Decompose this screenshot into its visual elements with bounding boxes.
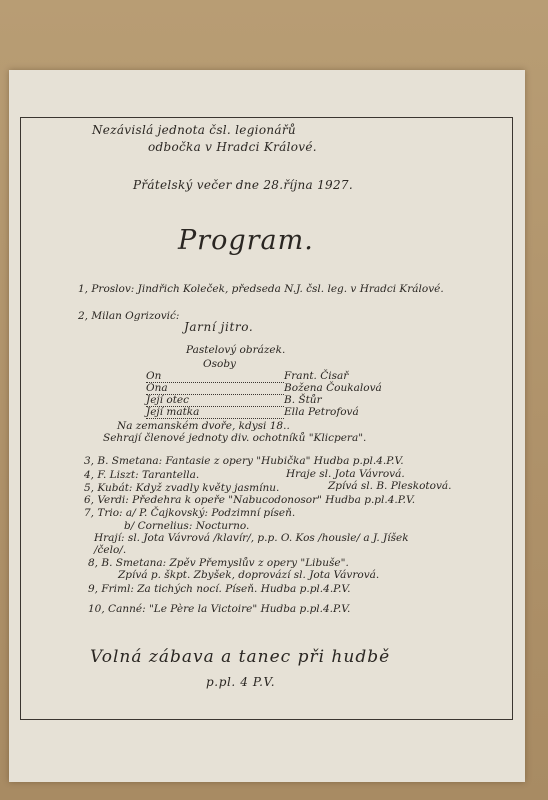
item-6: 6, Verdi: Předehra k opeře "Nabucodonosor" Hudba p.pl.4.P.V.: [84, 494, 416, 506]
item-5-performer: Zpívá sl. B. Pleskotová.: [328, 480, 452, 492]
item-2-subtitle: Pastelový obrázek.: [186, 344, 286, 356]
item-7-piece-b: b/ Cornelius: Nocturno.: [124, 520, 250, 532]
item-8-piece: 8, B. Smetana: Zpěv Přemyslův z opery "Libuše".: [88, 557, 349, 569]
item-2-setting: Na zemanském dvoře, kdysi 18..: [117, 420, 290, 432]
item-7-piece-a: 7, Trio: a/ P. Čajkovský: Podzimní píseň.: [84, 507, 296, 519]
item-2-performers: Sehrají členové jednoty div. ochotníků "Klicpera".: [103, 432, 367, 444]
item-9: 9, Friml: Za tichých nocí. Píseň. Hudba p.pl.4.P.V.: [88, 583, 351, 595]
item-2-author: 2, Milan Ogrizović:: [78, 310, 180, 322]
item-7-performers: Hrají: sl. Jota Vávrová /klavír/, p.p. O. Kos /housle/ a J. Jíšek: [94, 532, 409, 544]
cast-role: Ona: [146, 382, 284, 395]
item-3: 3, B. Smetana: Fantasie z opery "Hubička" Hudba p.pl.4.P.V.: [84, 455, 404, 467]
item-10: 10, Canné: "Le Père la Victoire" Hudba p.pl.4.P.V.: [88, 603, 351, 615]
cast-role: Její otec: [146, 394, 284, 407]
organization-name: Nezávislá jednota čsl. legionářů: [92, 123, 296, 137]
cast-role: On: [146, 370, 284, 383]
band-credit: p.pl. 4 P.V.: [206, 675, 276, 689]
cast-row-4: [146, 406, 359, 419]
cast-actor: Ella Petrofová: [284, 406, 359, 418]
cast-actor: Frant. Čisař: [284, 370, 349, 382]
event-date: Přátelský večer dne 28.října 1927.: [133, 178, 353, 192]
item-4-performer: Hraje sl. Jota Vávrová.: [286, 468, 405, 480]
item-2-play-title: Jarní jitro.: [184, 320, 254, 334]
free-entertainment-heading: Volná zábava a tanec při hudbě: [90, 647, 391, 667]
item-1-speech: 1, Proslov: Jindřich Koleček, předseda N.J. čsl. leg. v Hradci Králové.: [78, 283, 444, 295]
item-8-performers: Zpívá p. škpt. Zbyšek, doprovází sl. Jota Vávrová.: [118, 569, 380, 581]
page-title: Program.: [178, 225, 314, 256]
cast-actor: Božena Čoukalová: [284, 382, 382, 394]
item-5-piece: 5, Kubát: Když zvadly květy jasmínu.: [84, 482, 280, 494]
cast-role: Její matka: [146, 406, 284, 419]
item-4-piece: 4, F. Liszt: Tarantella.: [84, 469, 200, 481]
cast-actor: B. Štůr: [284, 394, 322, 406]
item-7-performers-cont: /čelo/.: [94, 544, 127, 556]
organization-branch: odbočka v Hradci Králové.: [148, 140, 317, 154]
item-2-cast-heading: Osoby: [203, 358, 236, 370]
